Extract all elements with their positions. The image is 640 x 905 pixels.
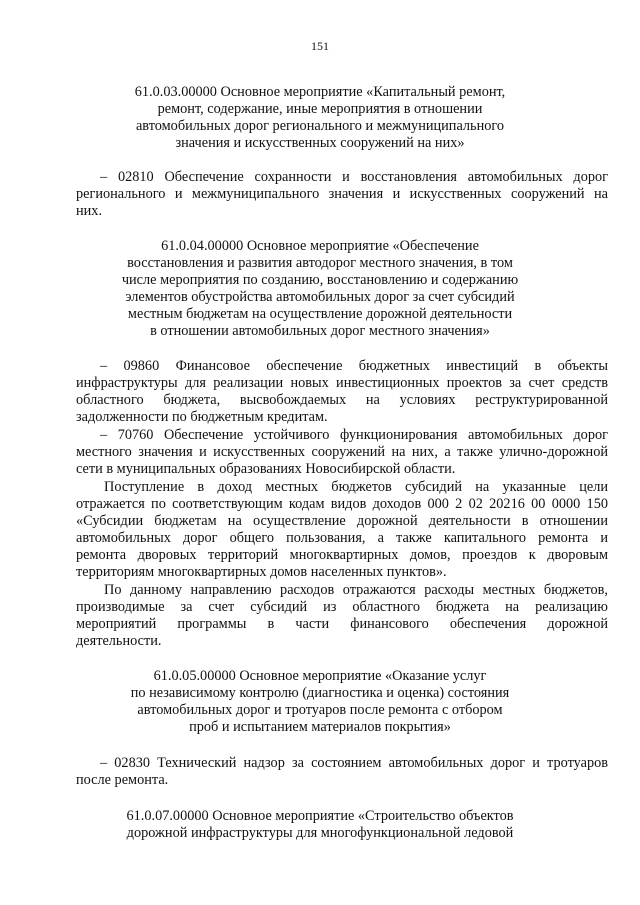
heading-line: 61.0.05.00000 Основное мероприятие «Оказание услуг <box>153 668 487 684</box>
paragraph-line: Поступление в доход местных бюджетов субсидий на указанные цели <box>104 479 608 495</box>
heading-line: ремонт, содержание, иные мероприятия в отношении <box>157 101 483 117</box>
section-heading-61-0-05 <box>100 668 540 736</box>
paragraph-line: после ремонта. <box>76 772 169 788</box>
paragraph-line: регионального и межмуниципального значения и искусственных сооружений на <box>76 186 608 202</box>
paragraph-line: – 02810 Обеспечение сохранности и восстановления автомобильных дорог <box>100 169 608 185</box>
paragraph-line: производимые за счет субсидий из областного бюджета на реализацию <box>76 599 608 615</box>
heading-line: автомобильных дорог регионального и межмуниципального <box>135 118 505 134</box>
paragraph-line: – 02830 Технический надзор за состоянием автомобильных дорог и тротуаров <box>100 755 608 771</box>
paragraph-line: мероприятий программы в части финансового обеспечения дорожной <box>76 616 608 632</box>
paragraph-09860 <box>76 358 608 426</box>
heading-line: автомобильных дорог и тротуаров после ремонта с отбором <box>137 702 503 718</box>
paragraph-line: автомобильных дорог общего пользования, а также капитального ремонта и <box>76 530 608 546</box>
paragraph-line: задолженности по бюджетным кредитам. <box>76 409 328 425</box>
heading-line: в отношении автомобильных дорог местного значения» <box>150 323 490 339</box>
heading-line: по независимому контролю (диагностика и оценка) состояния <box>130 685 510 701</box>
heading-line: значения и искусственных сооружений на них» <box>175 135 465 151</box>
paragraph-line: сети в муниципальных образованиях Новосибирской области. <box>76 461 456 477</box>
paragraph-02830 <box>76 755 608 789</box>
paragraph-income <box>76 479 608 581</box>
heading-line: восстановления и развития автодорог местного значения, в том <box>127 255 513 271</box>
paragraph-line: ремонта дворовых территорий многоквартирных домов, проездов к дворовым <box>76 547 608 563</box>
paragraph-line: областного бюджета, высвобождаемых на условиях реструктурированной <box>76 392 608 408</box>
paragraph-line: них. <box>76 203 103 219</box>
section-heading-61-0-07 <box>100 808 540 842</box>
paragraph-line: По данному направлению расходов отражаются расходы местных бюджетов, <box>104 582 608 598</box>
paragraph-line: – 70760 Обеспечение устойчивого функционирования автомобильных дорог <box>100 427 608 443</box>
paragraph-line: «Субсидии бюджетам на осуществление дорожной деятельности в отношении <box>76 513 608 529</box>
heading-line: числе мероприятия по созданию, восстановлению и содержанию <box>121 272 519 288</box>
section-heading-61-0-04 <box>100 238 540 340</box>
heading-line: 61.0.03.00000 Основное мероприятие «Капитальный ремонт, <box>134 84 506 100</box>
paragraph-70760 <box>76 427 608 478</box>
heading-line: 61.0.07.00000 Основное мероприятие «Строительство объектов <box>126 808 514 824</box>
paragraph-line: отражается по соответствующим кодам видов доходов 000 2 02 20216 00 0000 150 <box>76 496 608 512</box>
heading-line: элементов обустройства автомобильных дорог за счет субсидий <box>125 289 515 305</box>
paragraph-line: местного значения и искусственных сооружений на них, а также улично-дорожной <box>76 444 608 460</box>
heading-line: проб и испытанием материалов покрытия» <box>189 719 451 735</box>
paragraph-line: инфраструктуры для реализации новых инвестиционных проектов за счет средств <box>76 375 608 391</box>
paragraph-02810 <box>76 169 608 220</box>
page-number: 151 <box>311 39 329 53</box>
heading-line: дорожной инфраструктуры для многофункциональной ледовой <box>126 825 514 841</box>
paragraph-line: – 09860 Финансовое обеспечение бюджетных инвестиций в объекты <box>100 358 608 374</box>
section-heading-61-0-03 <box>100 84 540 152</box>
heading-line: 61.0.04.00000 Основное мероприятие «Обеспечение <box>161 238 479 254</box>
paragraph-expenses <box>76 582 608 650</box>
paragraph-line: территориям многоквартирных домов населенных пунктов». <box>76 564 447 580</box>
paragraph-line: деятельности. <box>76 633 162 649</box>
heading-line: местным бюджетам на осуществление дорожной деятельности <box>127 306 513 322</box>
